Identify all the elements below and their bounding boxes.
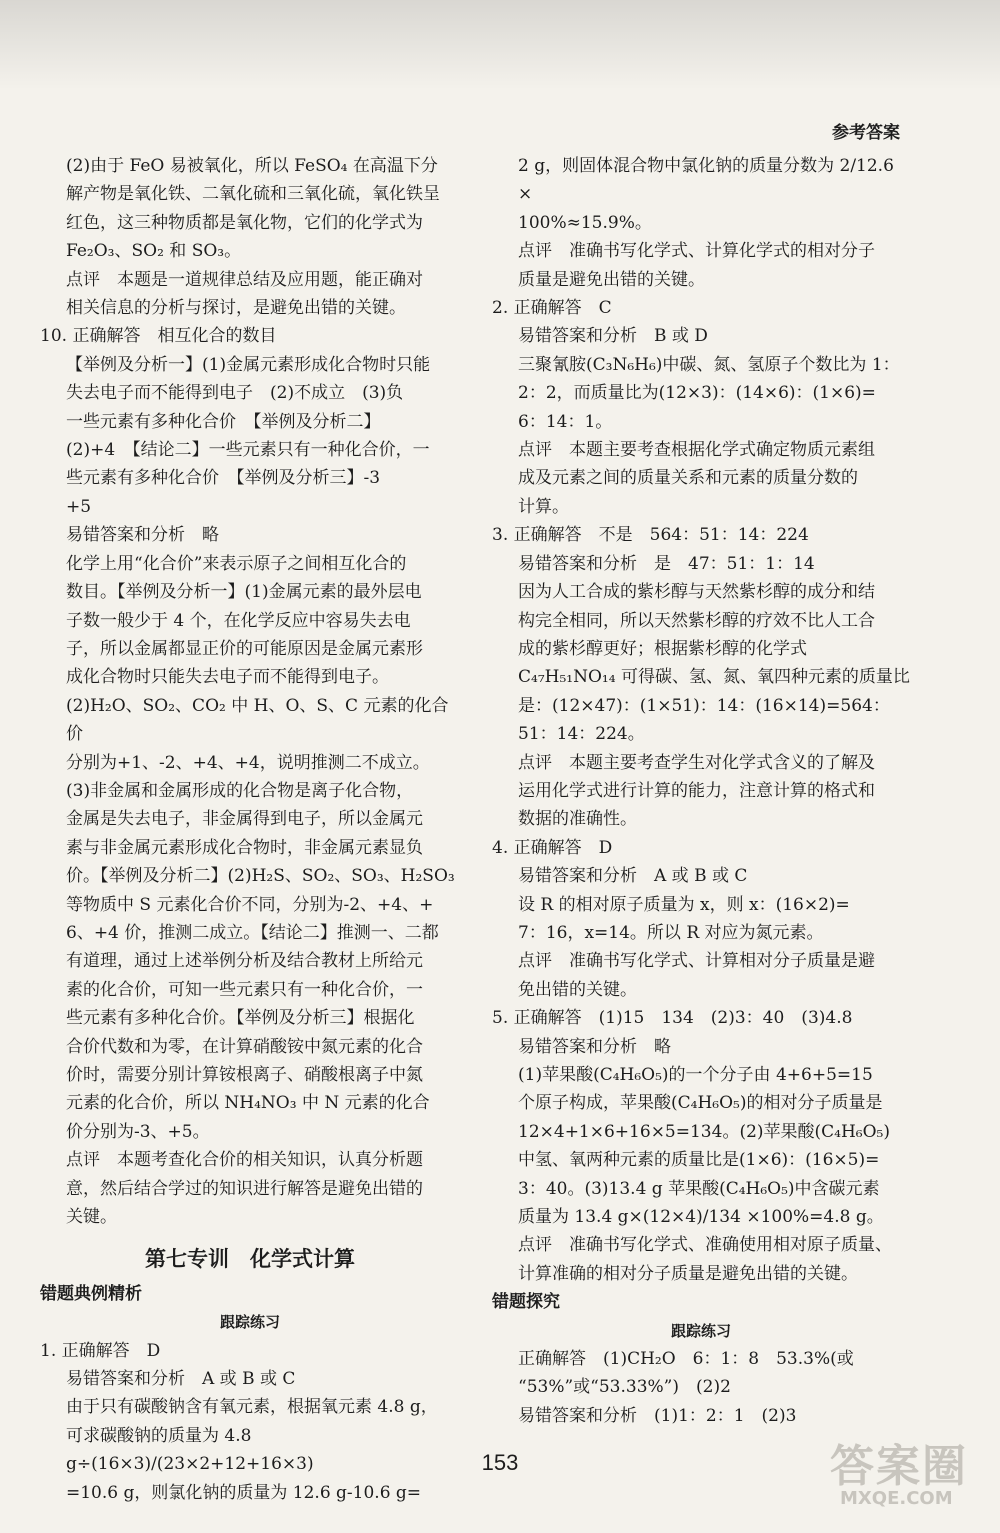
text-line: 1. 正确解答 D	[40, 1340, 161, 1361]
text-line: =10.6 g，则氯化钠的质量为 12.6 g-10.6 g=	[66, 1482, 422, 1503]
text-line: 解产物是氧化铁、二氧化硫和三氧化硫，氧化铁呈	[66, 184, 440, 205]
text-line: (2)H₂O、SO₂、CO₂ 中 H、O、S、C 元素的化合价	[66, 695, 449, 745]
text-line: 成及元素之间的质量关系和元素的质量分数的	[518, 468, 858, 489]
text-line: 金属是失去电子，非金属得到电子，所以金属元	[66, 809, 423, 830]
text-line: 由于只有碳酸钠含有氧元素，根据氧元素 4.8 g，	[66, 1397, 438, 1418]
text-line: 5. 正确解答 (1)15 134 (2)3：40 (3)4.8	[492, 1008, 853, 1029]
watermark-logo	[830, 1430, 980, 1520]
text-line: 子数一般少于 4 个，在化学反应中容易失去电	[66, 610, 411, 631]
text-line: 合价代数和为零，在计算硝酸铵中氮元素的化合	[66, 1036, 423, 1057]
text-line: 价。【举例及分析二】(2)H₂S、SO₂、SO₃、H₂SO₃	[66, 866, 455, 887]
text-line: 等物质中 S 元素化合价不同，分别为-2、+4、+	[66, 894, 434, 915]
text-line: 成化合物时只能失去电子而不能得到电子。	[66, 667, 389, 688]
text-line: 素的化合价，可知一些元素只有一种化合价，一	[66, 979, 423, 1000]
page-number: 153	[481, 1450, 519, 1475]
text-line: 素与非金属元素形成化合物时，非金属元素显负	[66, 837, 423, 858]
text-line: 易错答案和分析 (1)1：2：1 (2)3	[518, 1405, 797, 1426]
text-line: 相关信息的分析与探讨，是避免出错的关键。	[66, 298, 406, 319]
text-line: 2. 正确解答 C	[492, 298, 612, 319]
text-line: (3)非金属和金属形成的化合物是离子化合物，	[66, 780, 414, 801]
text-line: 价时，需要分别计算铵根离子、硝酸根离子中氮	[66, 1065, 423, 1085]
text-line: 正确解答 (1)CH₂O 6：1：8 53.3%(或	[518, 1349, 854, 1370]
text-line: 易错答案和分析 略	[518, 1036, 671, 1057]
text-line: 易错答案和分析 略	[66, 525, 219, 546]
text-line: 错题典例精析	[40, 1283, 142, 1304]
text-line: 意，然后结合学过的知识进行解答是避免出错的	[66, 1178, 423, 1199]
text-line: 点评 本题是一道规律总结及应用题，能正确对	[66, 269, 423, 290]
scan-shadow	[0, 0, 1000, 90]
text-line: 质量为 13.4 g×(12×4)/134 ×100%=4.8 g。	[518, 1207, 884, 1228]
watermark-url: MXQE.COM	[840, 1488, 953, 1509]
text-line: 2：2，而质量比为(12×3)：(14×6)：(1×6)=	[518, 383, 876, 404]
left-column	[40, 152, 460, 1507]
text-line: Fe₂O₃、SO₂ 和 SO₃。	[66, 241, 242, 262]
text-line: 有道理，通过上述举例分析及结合教材上所给元	[66, 951, 423, 972]
text-line: C₄₇H₅₁NO₁₄ 可得碳、氢、氮、氧四种元素的质量比	[518, 667, 910, 688]
text-line: 一些元素有多种化合价 【举例及分析二】	[66, 411, 381, 432]
text-line: 跟踪练习	[219, 1313, 280, 1332]
text-line: 子，所以金属都显正价的可能原因是金属元素形	[66, 638, 423, 659]
text-line: “53%”或“53.33%”) (2)2	[518, 1377, 731, 1398]
text-line: 个原子构成，苹果酸(C₄H₆O₅)的相对分子质量是	[518, 1093, 883, 1114]
text-line: 7：16，x=14。所以 R 对应为氮元素。	[518, 922, 824, 943]
text-line: 3. 正确解答 不是 564：51：14：224	[492, 525, 809, 546]
text-line: 易错答案和分析 B 或 D	[518, 326, 708, 347]
text-line: 12×4+1×6+16×5=134。(2)苹果酸(C₄H₆O₅)	[518, 1121, 890, 1142]
text-line: 易错答案和分析 是 47：51：1：14	[518, 553, 815, 574]
text-line: 点评 准确书写化学式、计算相对分子质量是避	[518, 951, 875, 972]
text-line: 三聚氰胺(C₃N₆H₆)中碳、氮、氢原子个数比为 1：	[518, 354, 900, 375]
page-header: 参考答案	[832, 123, 900, 143]
text-line: 跟踪练习	[670, 1321, 731, 1340]
text-line: 100%≈15.9%。	[518, 212, 652, 233]
text-line: 构完全相同，所以天然紫杉醇的疗效不比人工合	[518, 610, 875, 631]
text-line: 运用化学式进行计算的能力，注意计算的格式和	[518, 780, 875, 801]
text-line: 4. 正确解答 D	[492, 837, 613, 858]
text-line: 红色，这三种物质都是氧化物，它们的化学式为	[66, 212, 423, 233]
text-line: 关键。	[66, 1207, 117, 1228]
text-line: 失去电子而不能得到电子 (2)不成立 (3)负	[66, 383, 404, 404]
text-line: 计算准确的相对分子质量是避免出错的关键。	[518, 1263, 858, 1284]
text-line: 因为人工合成的紫杉醇与天然紫杉醇的成分和结	[518, 582, 875, 603]
text-line: 【举例及分析一】(1)金属元素形成化合物时只能	[66, 354, 431, 375]
text-line: 6：14：1。	[518, 411, 613, 432]
text-line: 些元素有多种化合价。【举例及分析三】根据化	[66, 1008, 415, 1029]
text-line: 点评 本题考查化合价的相关知识，认真分析题	[66, 1150, 423, 1171]
text-line: 是：(12×47)：(1×51)：14：(16×14)=564：	[518, 695, 890, 716]
text-line: 易错答案和分析 A 或 B 或 C	[66, 1369, 296, 1390]
text-line: 免出错的关键。	[518, 979, 637, 1000]
text-line: 数目。【举例及分析一】(1)金属元素的最外层电	[66, 582, 422, 603]
text-line: 可求碳酸钠的质量为 4.8 g÷(16×3)/(23×2+12+16×3)	[66, 1425, 314, 1475]
text-line: 点评 准确书写化学式、计算化学式的相对分子	[518, 241, 875, 262]
watermark-chars: 答案圈	[830, 1441, 968, 1492]
text-line: (2)+4 【结论二】一些元素只有一种化合价，一	[66, 440, 430, 461]
text-line: 易错答案和分析 A 或 B 或 C	[518, 866, 748, 887]
text-line: 数据的准确性。	[518, 809, 637, 830]
text-line: 点评 本题主要考查学生对化学式含义的了解及	[518, 752, 875, 773]
text-line: 点评 本题主要考查根据化学式确定物质元素组	[518, 440, 875, 461]
text-line: 元素的化合价，所以 NH₄NO₃ 中 N 元素的化合	[66, 1093, 430, 1114]
text-line: 点评 准确书写化学式、准确使用相对原子质量、	[518, 1235, 892, 1256]
text-line: 10. 正确解答 相互化合的数目	[40, 326, 277, 347]
text-line: 价分别为-3、+5。	[66, 1121, 210, 1142]
text-line: 51：14：224。	[518, 724, 645, 745]
text-line: +5	[66, 496, 92, 517]
text-line: 些元素有多种化合价 【举例及分析三】-3	[66, 468, 381, 489]
text-line: 化学上用“化合价”来表示原子之间相互化合的	[66, 553, 407, 574]
text-line: 成的紫杉醇更好；根据紫杉醇的化学式	[518, 638, 807, 659]
text-line: 3：40。(3)13.4 g 苹果酸(C₄H₆O₅)中含碳元素	[518, 1178, 880, 1199]
text-line: 质量是避免出错的关键。	[518, 269, 705, 290]
text-line: 设 R 的相对原子质量为 x，则 x：(16×2)=	[518, 894, 850, 915]
text-line: 分别为+1、-2、+4、+4，说明推测二不成立。	[66, 752, 430, 773]
text-line: (1)苹果酸(C₄H₆O₅)的一个分子由 4+6+5=15	[518, 1065, 873, 1085]
right-column	[492, 152, 910, 1430]
text-line: 计算。	[518, 496, 569, 517]
text-line: 中氢、氧两种元素的质量比是(1×6)：(16×5)=	[518, 1150, 880, 1171]
text-line: 2 g，则固体混合物中氯化钠的质量分数为 2/12.6 ×	[518, 156, 894, 205]
text-line: 6、+4 价，推测二成立。【结论二】推测一、二都	[66, 922, 439, 943]
text-line: 第七专训 化学式计算	[145, 1247, 355, 1272]
text-line: 错题探究	[492, 1292, 560, 1313]
text-line: (2)由于 FeO 易被氧化，所以 FeSO₄ 在高温下分	[66, 156, 438, 176]
